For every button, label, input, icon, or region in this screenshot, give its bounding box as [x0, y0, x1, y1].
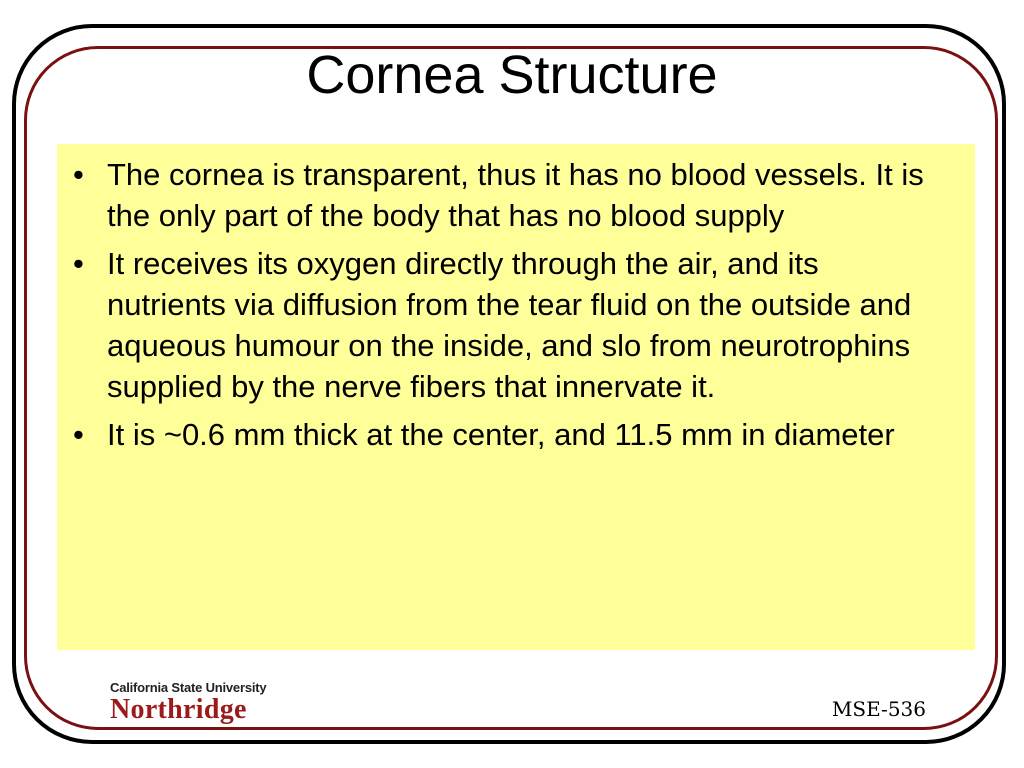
bullet-icon: • — [73, 246, 84, 281]
bullet-text: The cornea is transparent, thus it has no blood vessels. It is the only part of the body that has no blood supply — [107, 157, 924, 233]
bullet-item — [73, 154, 935, 236]
bullet-icon: • — [73, 157, 84, 192]
university-logo — [110, 680, 267, 727]
bullet-item — [73, 414, 935, 455]
bullet-list — [57, 144, 975, 455]
bullet-text: It is ~0.6 mm thick at the center, and 11.5 mm in diameter — [107, 417, 895, 452]
bullet-item — [73, 243, 935, 407]
logo-campus-name: Northridge — [110, 694, 247, 725]
content-box — [57, 144, 975, 650]
slide-title: Cornea Structure — [306, 45, 718, 105]
logo-university-name: California State University — [110, 680, 267, 695]
bullet-icon: • — [73, 417, 84, 452]
course-code: MSE-536 — [831, 697, 926, 721]
bullet-text: It receives its oxygen directly through the air, and its nutrients via diffusion from the tear fluid on the outside and aqueous humour on the inside, and slo from neurotrophins supplied by the nerve fibers that innervate it. — [107, 246, 912, 404]
